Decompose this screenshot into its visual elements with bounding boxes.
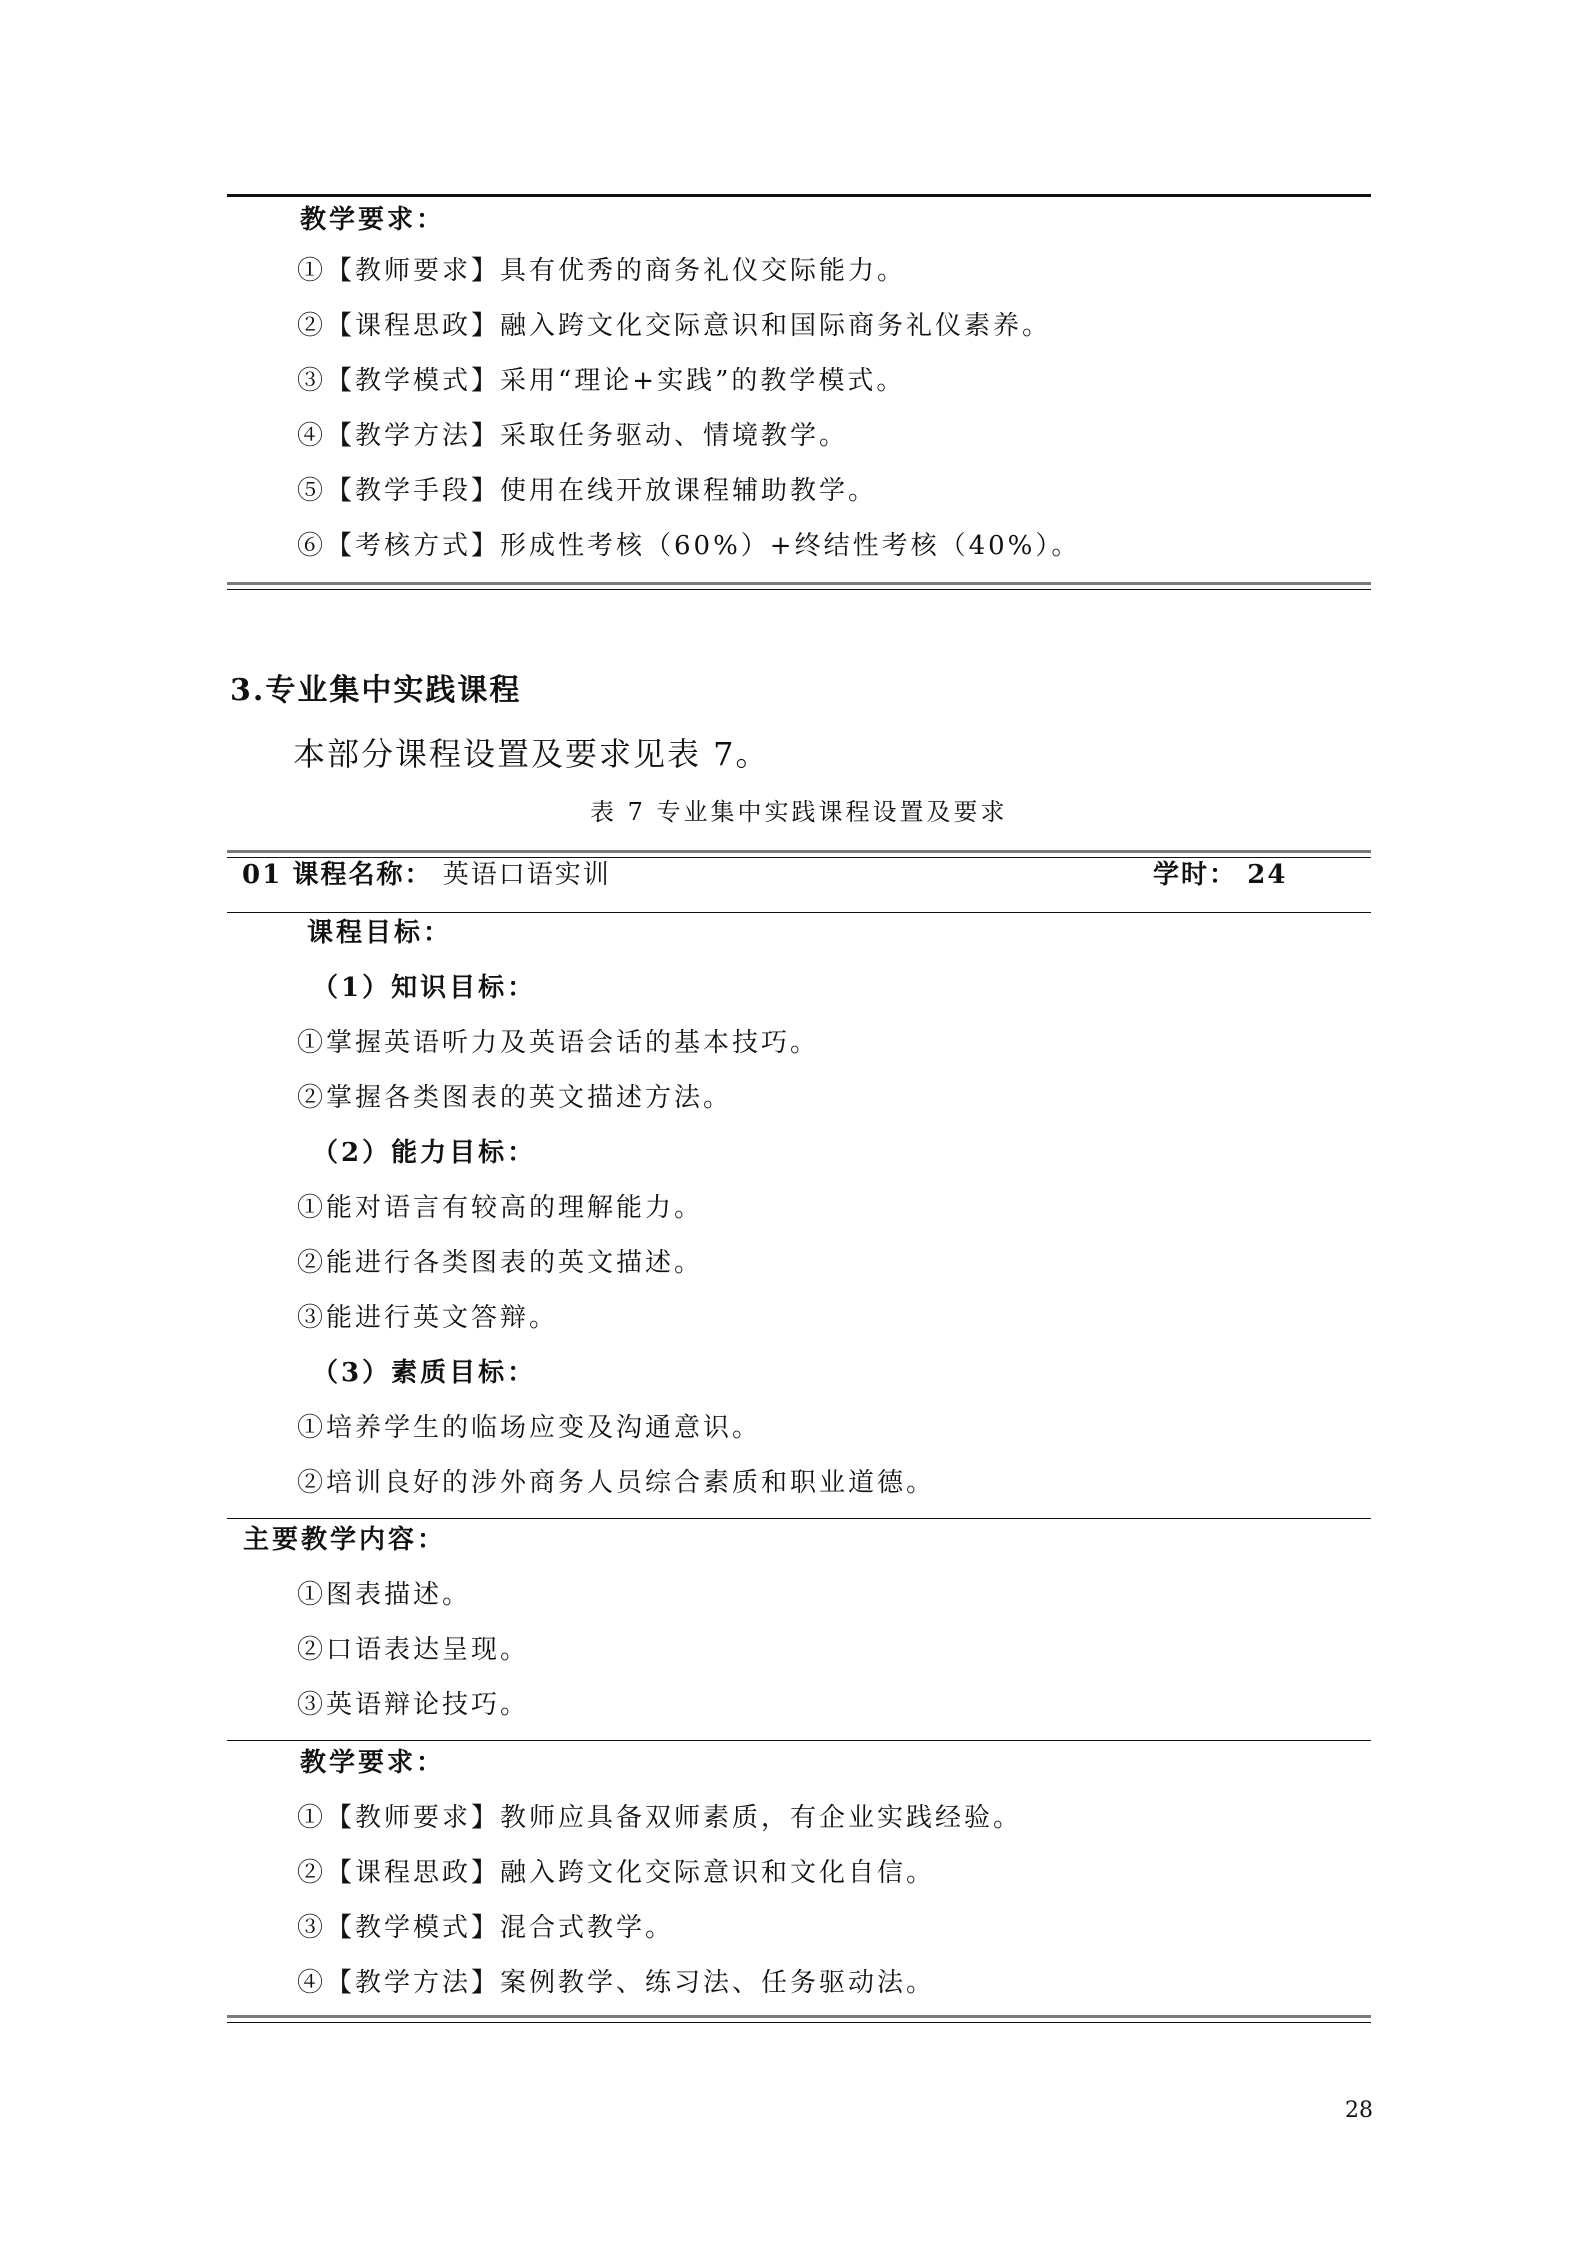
knowledge-objectives-heading: （1）知识目标： [312,973,537,1003]
section-paragraph: 本部分课程设置及要求见表 7。 [293,735,770,773]
ability-item: ③能进行英文答辩。 [297,1303,559,1333]
course-requirement-item: ③【教学模式】混合式教学。 [297,1913,675,1943]
requirement-item: ⑥【考核方式】形成性考核（60%）+终结性考核（40%）。 [297,531,1081,561]
teaching-requirements-heading: 教学要求： [300,205,446,235]
course-requirements-heading: 教学要求： [300,1748,446,1778]
top-table-bottom-border [227,582,1371,585]
course-objectives-heading: 课程目标： [307,918,453,948]
top-table-border [227,194,1371,197]
main-content-heading: 主要教学内容： [243,1525,447,1555]
course-title-row [242,862,611,888]
section-heading: 3.专业集中实践课程 [230,673,522,708]
content-divider [227,1518,1371,1519]
requirement-item: ④【教学方法】采取任务驱动、情境教学。 [297,421,849,451]
content-item: ②口语表达呈现。 [297,1635,530,1665]
ability-objectives-heading: （2）能力目标： [312,1138,537,1168]
course-table-top-border [227,850,1371,853]
course-requirement-item: ④【教学方法】案例教学、练习法、任务驱动法。 [297,1968,936,1998]
ability-item: ①能对语言有较高的理解能力。 [297,1193,704,1223]
requirements-divider [227,1740,1371,1741]
course-table-top-border-inner [227,857,1371,858]
course-name: 英语口语实训 [442,860,611,890]
requirement-item: ③【教学模式】采用“理论+实践”的教学模式。 [297,366,906,396]
course-requirement-item: ②【课程思政】融入跨文化交际意识和文化自信。 [297,1858,936,1888]
course-table-bottom-border-inner [227,2022,1371,2023]
course-hours: 24 [1247,860,1288,890]
requirement-item: ①【教师要求】具有优秀的商务礼仪交际能力。 [297,256,907,286]
knowledge-item: ①掌握英语听力及英语会话的基本技巧。 [297,1028,820,1058]
quality-objectives-heading: （3）素质目标： [312,1358,537,1388]
quality-item: ①培养学生的临场应变及沟通意识。 [297,1413,762,1443]
content-item: ③英语辩论技巧。 [297,1690,530,1720]
course-requirement-item: ①【教师要求】教师应具备双师素质，有企业实践经验。 [297,1803,1023,1833]
content-item: ①图表描述。 [297,1580,472,1610]
course-table-bottom-border [227,2015,1371,2018]
quality-item: ②培训良好的涉外商务人员综合素质和职业道德。 [297,1468,936,1498]
course-number: 01 [242,860,283,890]
requirement-item: ②【课程思政】融入跨文化交际意识和国际商务礼仪素养。 [297,311,1052,341]
knowledge-item: ②掌握各类图表的英文描述方法。 [297,1083,733,1113]
ability-item: ②能进行各类图表的英文描述。 [297,1248,704,1278]
table-caption: 表 7 专业集中实践课程设置及要求 [590,798,1008,826]
course-hours-row [1153,862,1287,888]
page-number: 28 [1345,2098,1373,2123]
course-title-divider [227,912,1371,913]
course-name-label: 课程名称： [292,860,433,890]
course-hours-label: 学时： [1153,860,1238,890]
requirement-item: ⑤【教学手段】使用在线开放课程辅助教学。 [297,476,878,506]
top-table-bottom-border-inner [227,589,1371,590]
